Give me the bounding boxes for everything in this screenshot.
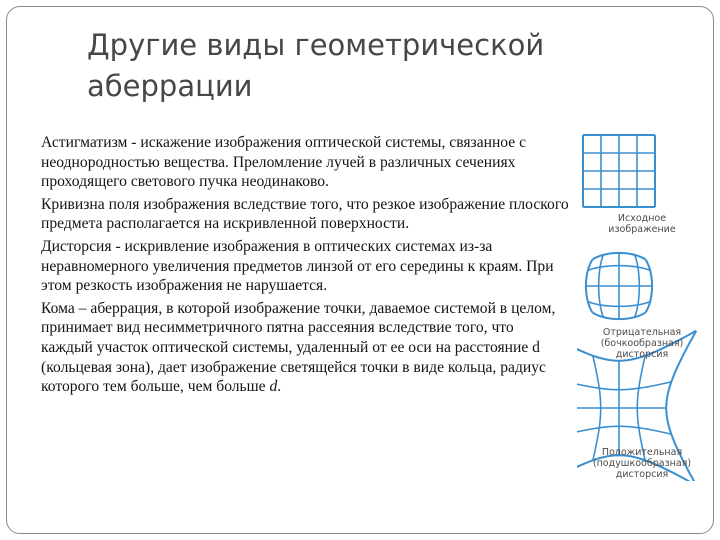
slide xyxy=(6,6,714,534)
coma-italic-d: d xyxy=(269,378,278,396)
original-grid-image xyxy=(583,135,655,207)
grid-line xyxy=(577,382,671,390)
slide-title xyxy=(87,25,647,107)
caption-original: Исходное изображение xyxy=(608,213,676,235)
caption-barrel: Отрицательная (бочкообразная) дисторсия xyxy=(600,327,684,360)
paragraph-field-curvature: Кривизна поля изображения вследствие того, что резкое изображение плоского предмета располагается на искривленной поверхности. xyxy=(41,195,569,233)
coma-text: Кома – аберрация, в которой изображение точки, даваемое системой в целом, принимает вид несимметричного пятна рассеяния вследствие того, что каждый участок оптической системы, удаленный от ее оси на расстояние d (кольцевая зона), дает изображение светящейся точки в виде кольца, радиус которого тем больше, чем больше xyxy=(41,299,556,396)
coma-tail: . xyxy=(277,378,282,396)
paragraph-astigmatism: Астигматизм - искажение изображения оптической системы, связанное с неоднородностью вещества. Преломление лучей в различных сечениях проходящего светового пучка неодинаково. xyxy=(41,134,527,191)
distortion-figure xyxy=(577,131,707,481)
distortion-diagrams xyxy=(577,131,707,481)
caption-pincushion: Положительная (подушкообразная) дисторсия xyxy=(592,447,692,480)
barrel-distortion-image xyxy=(586,253,652,319)
body-text xyxy=(41,133,569,400)
title-line-1: Другие виды геометрической xyxy=(87,28,545,62)
paragraph-distortion: Дисторсия - искривление изображения в оптических системах из-за неравномерного увеличения предметов линзой от его середины к краям. При этом резкость изображения не нарушается. xyxy=(41,237,554,295)
paragraph-coma xyxy=(41,299,569,397)
title-line-2: аберрации xyxy=(87,69,253,103)
grid-line xyxy=(577,426,671,434)
